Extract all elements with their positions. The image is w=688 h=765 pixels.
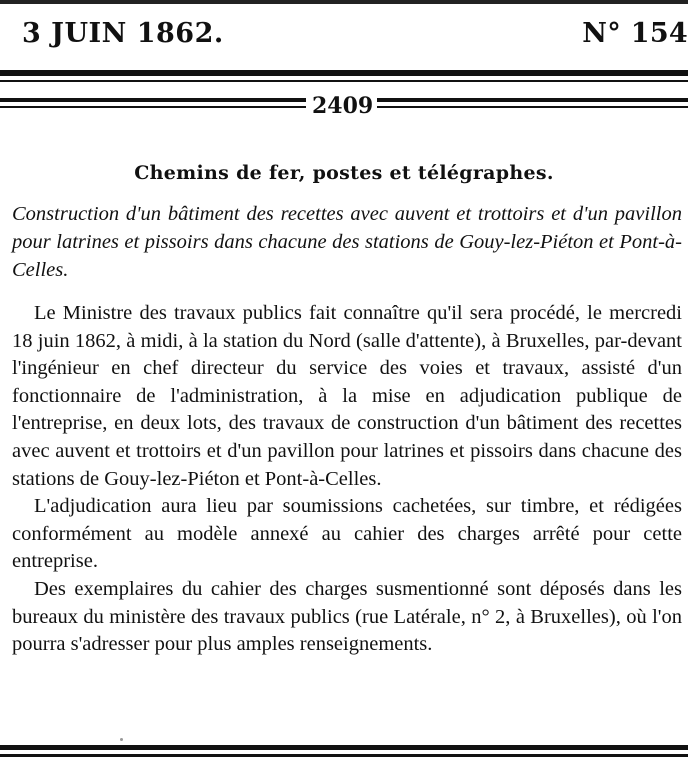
paragraph: L'adjudication aura lieu par soumissions cachetées, sur timbre, et rédigées conformément au modèle annexé au cahier des charges arrêté pour cette entreprise. xyxy=(12,495,682,573)
issue-date: 3 JUIN 1862. xyxy=(22,18,224,49)
issue-number: N° 154 xyxy=(582,18,688,49)
column-number: 2409 xyxy=(308,94,377,118)
paragraph: Des exemplaires du cahier des charges susmentionné sont déposés dans les bureaux du ministère des travaux publics (rue Latérale, n° 2, à Bruxelles), où l'on pourra s'adresser pour plus amples renseignements. xyxy=(12,577,682,656)
page-header xyxy=(0,18,688,60)
section-title: Chemins de fer, postes et télégraphes. xyxy=(134,162,554,184)
footer-rule xyxy=(0,745,688,750)
top-border xyxy=(0,0,688,4)
notice-subtitle: Construction d'un bâtiment des recettes avec auvent et trottoirs et d'un pavillon pour latrines et pissoirs dans chacune des stations de Gouy-lez-Piéton et Pont-à-Celles. xyxy=(12,203,682,281)
notice-body xyxy=(12,300,682,659)
header-rule xyxy=(0,70,688,76)
print-speck xyxy=(120,738,123,741)
header-rule-thin xyxy=(0,80,688,82)
paragraph: Le Ministre des travaux publics fait connaître qu'il sera procédé, le mercredi 18 juin 1862, à midi, à la station du Nord (salle d'attente), à Bruxelles, par-devant l'ingénieur en chef directeur du service des voies et travaux, assisté d'un fonctionnaire de l'administration, à la mise en adjudication publique de l'entreprise, en deux lots, des travaux de construction d'un bâtiment des recettes avec auvent et trottoirs et d'un pavillon pour latrines et pissoirs dans chacune des stations de Gouy-lez-Piéton et Pont-à-Celles. xyxy=(12,302,682,490)
footer-rule-thin xyxy=(0,754,688,757)
